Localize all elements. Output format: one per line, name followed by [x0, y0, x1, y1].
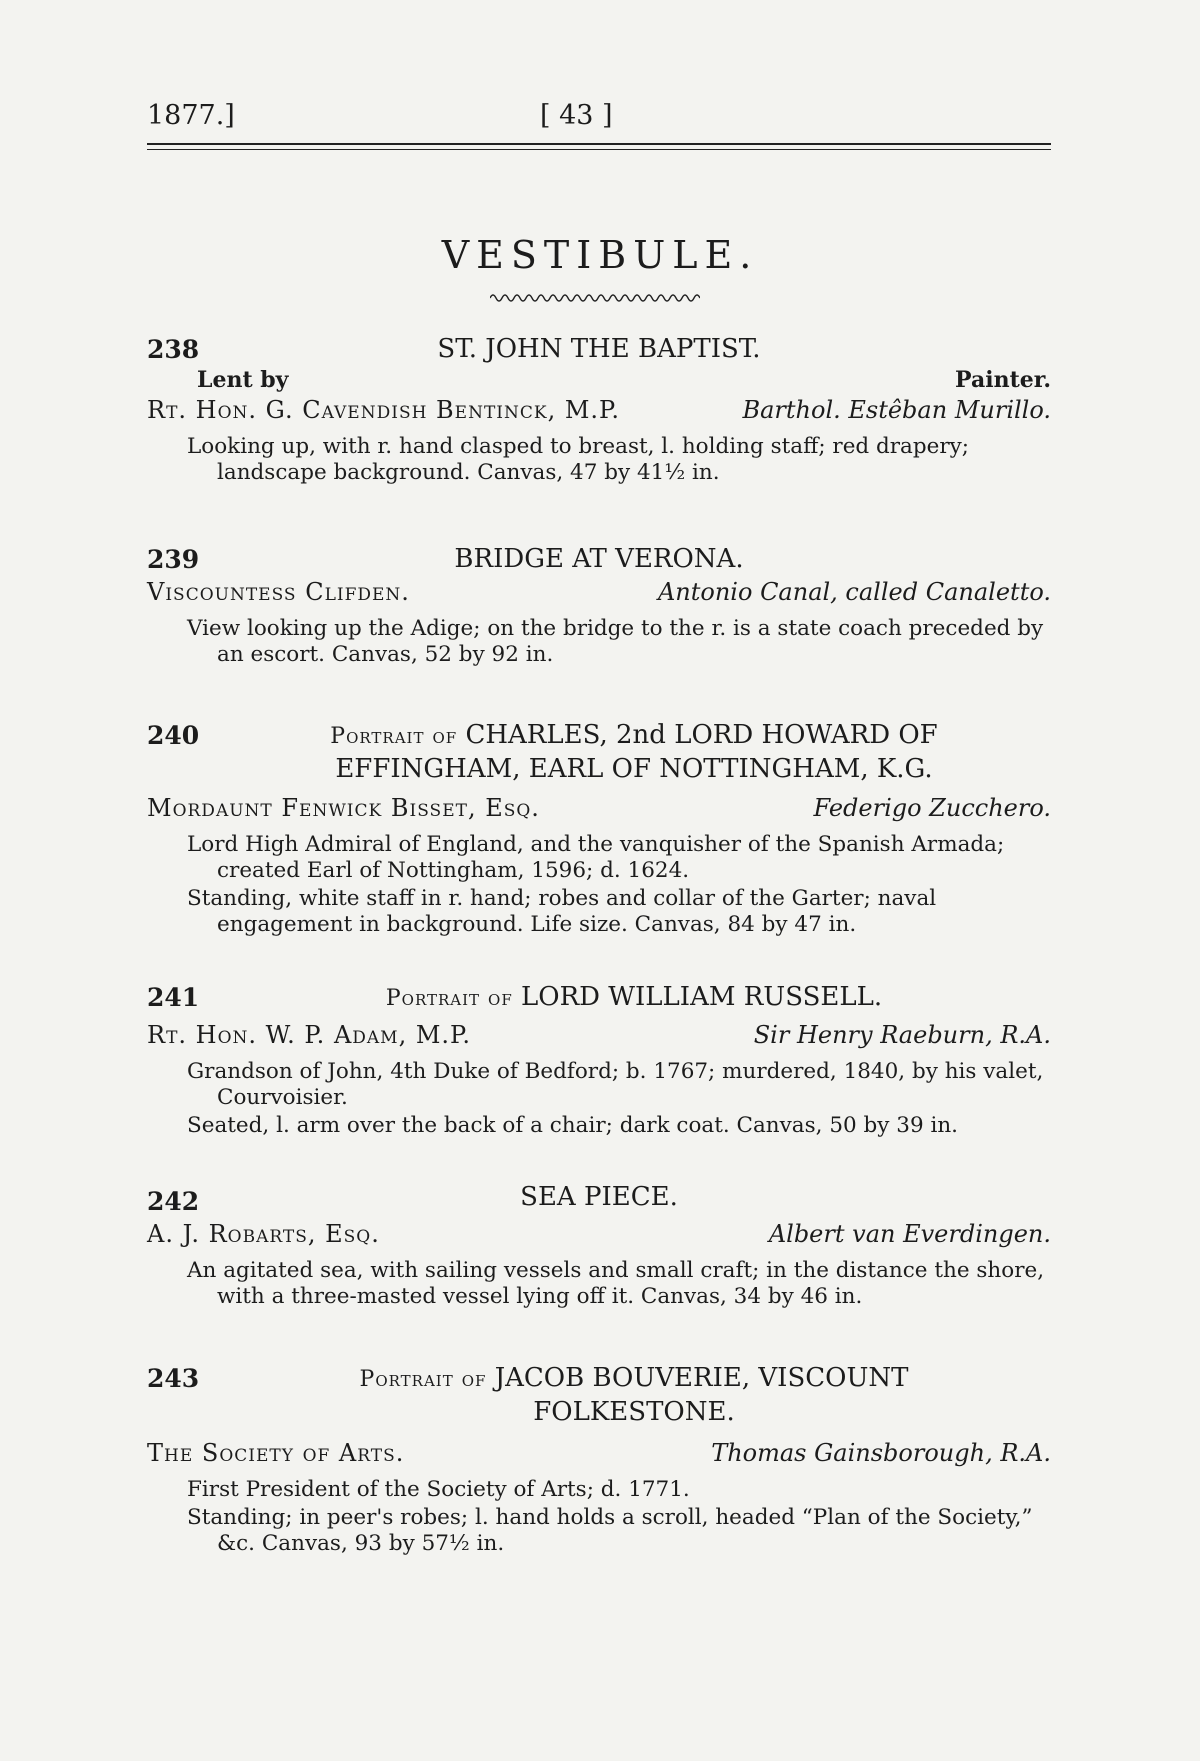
catalogue-entry	[147, 1181, 1051, 1312]
entry-lender: The Society of Arts.	[147, 1439, 405, 1467]
entry-lender: Mordaunt Fenwick Bisset, Esq.	[147, 794, 540, 822]
entry-number: 241	[147, 983, 200, 1012]
entry-credit-row	[147, 576, 1051, 608]
entry-credit-row	[147, 394, 1051, 426]
entry-description-line: Looking up, with r. hand clasped to breast, l. holding staff; red drapery; landscape background. Canvas, 47 by 41½ in.	[187, 434, 970, 485]
catalogue-entry	[147, 981, 1051, 1141]
entry-description-line: Standing, white staff in r. hand; robes and collar of the Garter; naval engagement in background. Life size. Canvas, 84 by 47 in.	[187, 886, 937, 937]
entry-title-prefix: Portrait of	[330, 724, 458, 749]
entry-title: BRIDGE AT VERONA.	[454, 544, 744, 574]
entry-description-line: Lord High Admiral of England, and the vanquisher of the Spanish Armada; created Earl of Nottingham, 1596; d. 1624.	[187, 832, 1005, 883]
entry-lender: Viscountess Clifden.	[147, 578, 410, 606]
entry-description	[147, 1477, 1051, 1557]
entry-description-line: Standing; in peer's robes; l. hand holds a scroll, headed “Plan of the Society,” &c. Canvas, 93 by 57½ in.	[187, 1505, 1033, 1556]
entry-title: LORD WILLIAM RUSSELL.	[521, 982, 883, 1012]
entry-description	[147, 1258, 1051, 1310]
entry-number: 240	[147, 721, 200, 750]
painter-label: Painter.	[955, 367, 1051, 393]
entry-title-prefix: Portrait of	[359, 1367, 487, 1392]
entry-painter: Thomas Gainsborough, R.A.	[711, 1439, 1051, 1467]
entry-credit-row	[147, 1218, 1051, 1250]
entry-description	[147, 832, 1051, 938]
entry-painter: Albert van Everdingen.	[768, 1220, 1051, 1248]
entry-number: 239	[147, 545, 200, 574]
entry-description	[147, 616, 1051, 668]
entry-description-line: First President of the Society of Arts; d. 1771.	[187, 1477, 690, 1502]
wavy-ornament-icon	[490, 292, 700, 304]
entry-title: CHARLES, 2nd LORD HOWARD OF	[465, 720, 938, 750]
header-rule	[147, 143, 1051, 145]
entry-title-block	[147, 981, 1051, 1015]
entry-description-line: Seated, l. arm over the back of a chair; dark coat. Canvas, 50 by 39 in.	[187, 1113, 959, 1138]
catalogue-entry	[147, 1362, 1051, 1559]
entry-number: 243	[147, 1364, 200, 1393]
entry-credit-row	[147, 1019, 1051, 1051]
entry-painter: Barthol. Estêban Murillo.	[742, 396, 1051, 424]
entry-painter: Sir Henry Raeburn, R.A.	[753, 1021, 1051, 1049]
entry-title: ST. JOHN THE BAPTIST.	[437, 334, 761, 364]
lent-by-label: Lent by	[197, 367, 289, 393]
entry-title: SEA PIECE.	[520, 1182, 678, 1212]
entry-credit-row	[147, 1437, 1051, 1469]
entry-painter: Federigo Zucchero.	[813, 794, 1051, 822]
header-rule-thin	[147, 149, 1051, 150]
catalogue-entry	[147, 543, 1051, 670]
entry-lender: Rt. Hon. G. Cavendish Bentinck, M.P.	[147, 396, 620, 424]
entry-description	[147, 1059, 1051, 1139]
entry-title-prefix: Portrait of	[385, 986, 513, 1011]
header-year: 1877.]	[147, 100, 235, 131]
entry-title-block	[147, 719, 1051, 786]
entry-description-line: View looking up the Adige; on the bridge to the r. is a state coach preceded by an escort. Canvas, 52 by 92 in.	[187, 616, 1044, 667]
entry-title-line2: FOLKESTONE.	[533, 1397, 735, 1427]
entry-lender: Rt. Hon. W. P. Adam, M.P.	[147, 1021, 471, 1049]
entry-description-line: An agitated sea, with sailing vessels and small craft; in the distance the shore, with a three-masted vessel lying off it. Canvas, 34 by 46 in.	[187, 1258, 1045, 1309]
entry-credit-row	[147, 792, 1051, 824]
entry-lender: A. J. Robarts, Esq.	[147, 1220, 380, 1248]
entry-title: JACOB BOUVERIE, VISCOUNT	[494, 1363, 909, 1393]
entry-description	[147, 434, 1051, 486]
entry-number: 238	[147, 335, 200, 364]
column-labels	[147, 366, 1051, 394]
section-title: VESTIBULE.	[441, 233, 759, 277]
catalogue-entry	[147, 333, 1051, 488]
header-page-number: [ 43 ]	[540, 100, 613, 131]
entry-painter: Antonio Canal, called Canaletto.	[657, 578, 1051, 606]
entry-title-block	[147, 1362, 1051, 1429]
entry-description-line: Grandson of John, 4th Duke of Bedford; b. 1767; murdered, 1840, by his valet, Courvoisier.	[187, 1059, 1044, 1110]
entry-number: 242	[147, 1187, 200, 1216]
entry-title-line2: EFFINGHAM, EARL OF NOTTINGHAM, K.G.	[335, 754, 933, 784]
catalogue-entry	[147, 719, 1051, 940]
